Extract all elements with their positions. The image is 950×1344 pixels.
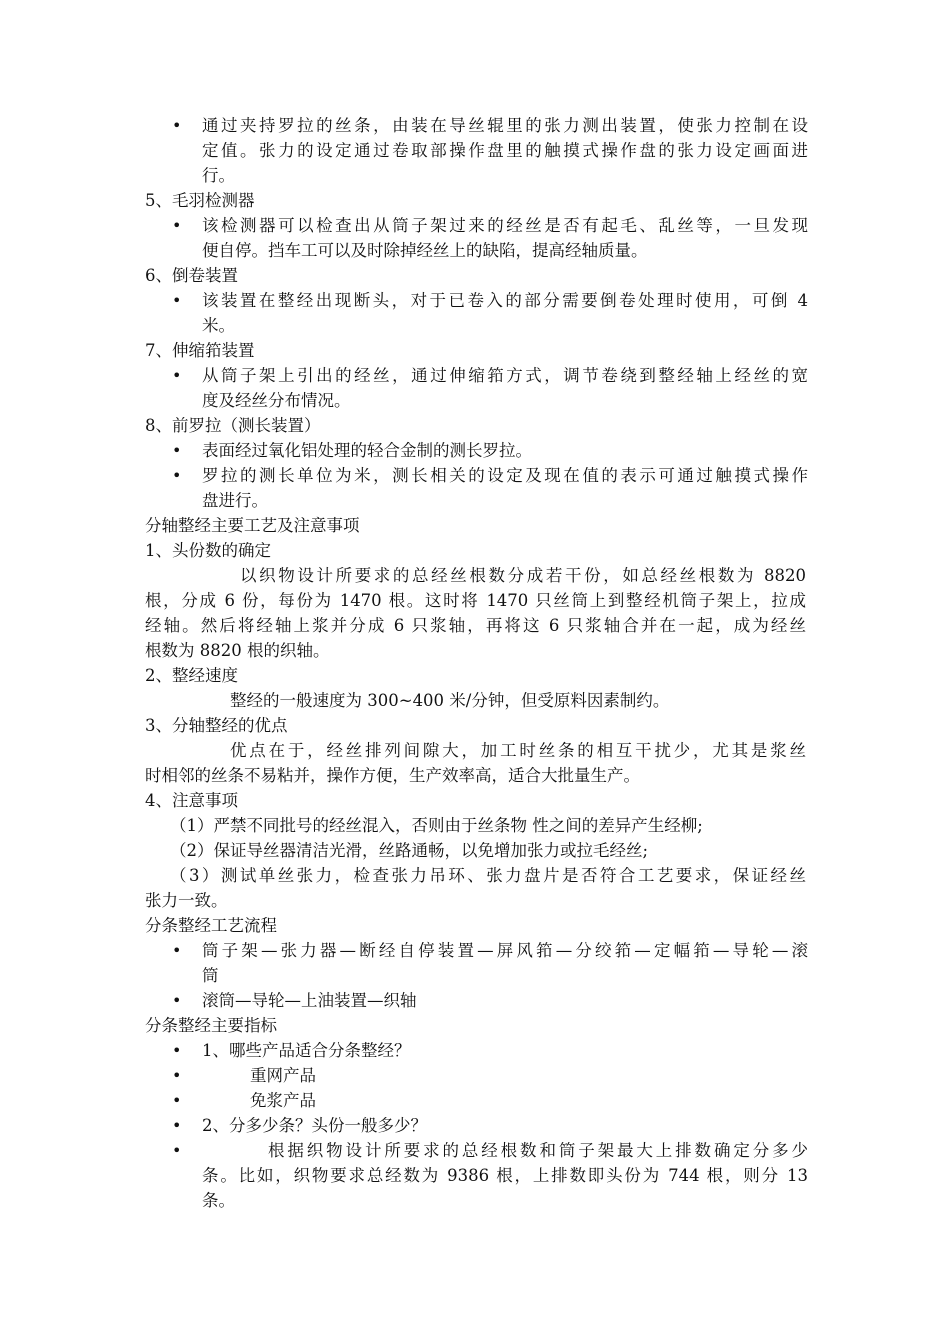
bullet-text-line: 1、哪些产品适合分条整经？	[202, 1041, 411, 1060]
section-heading: 分条整经主要指标	[145, 1016, 277, 1035]
bullet-marker: •	[172, 1141, 182, 1160]
bullet-text-line: 米。	[202, 316, 235, 335]
bullet-text-line: 筒	[202, 966, 219, 985]
paragraph-line: 以织物设计所要求的总经丝根数分成若干份，如总经丝根数为 8820	[240, 566, 806, 585]
bullet-marker: •	[172, 366, 182, 385]
section-heading: 3、分轴整经的优点	[145, 716, 288, 735]
paragraph-line: 时相邻的丝条不易粘并，操作方便，生产效率高，适合大批量生产。	[145, 766, 640, 785]
paragraph-line: 经轴。然后将经轴上浆并分成 6 只浆轴，再将这 6 只浆轴合并在一起，成为经丝	[145, 616, 806, 635]
bullet-marker: •	[172, 291, 182, 310]
bullet-marker: •	[172, 1091, 182, 1110]
section-heading: 5、毛羽检测器	[145, 191, 255, 210]
paragraph-line: （3）测试单丝张力，检查张力吊环、张力盘片是否符合工艺要求，保证经丝	[170, 866, 806, 885]
bullet-marker: •	[172, 441, 182, 460]
paragraph-line: 整经的一般速度为 300~400 米/分钟，但受原料因素制约。	[230, 691, 670, 710]
section-heading: 1、头份数的确定	[145, 541, 271, 560]
paragraph-line: 张力一致。	[145, 891, 228, 910]
bullet-marker: •	[172, 216, 182, 235]
bullet-text-line: 定值。张力的设定通过卷取部操作盘里的触摸式操作盘的张力设定画面进	[202, 141, 808, 160]
bullet-text-line: 条。比如，织物要求总经数为 9386 根，上排数即头份为 744 根，则分 13	[202, 1166, 808, 1185]
section-heading: 4、注意事项	[145, 791, 238, 810]
section-heading: 分轴整经主要工艺及注意事项	[145, 516, 360, 535]
bullet-text-line: 通过夹持罗拉的丝条，由装在导丝辊里的张力测出装置，使张力控制在设	[202, 116, 808, 135]
bullet-text-line: 免浆产品	[250, 1091, 316, 1110]
bullet-text-line: 2、分多少条？头份一般多少？	[202, 1116, 427, 1135]
bullet-marker: •	[172, 1041, 182, 1060]
paragraph-line: （2）保证导丝器清洁光滑，丝路通畅，以免增加张力或拉毛经丝;	[170, 841, 649, 860]
bullet-text-line: 度及经丝分布情况。	[202, 391, 351, 410]
section-heading: 6、倒卷装置	[145, 266, 238, 285]
bullet-text-line: 该检测器可以检查出从筒子架过来的经丝是否有起毛、乱丝等，一旦发现	[202, 216, 808, 235]
bullet-text-line: 从筒子架上引出的经丝，通过伸缩筘方式，调节卷绕到整经轴上经丝的宽	[202, 366, 808, 385]
bullet-text-line: 表面经过氧化铝处理的轻合金制的测长罗拉。	[202, 441, 532, 460]
section-heading: 7、伸缩筘装置	[145, 341, 255, 360]
bullet-text-line: 该装置在整经出现断头，对于已卷入的部分需要倒卷处理时使用，可倒 4	[202, 291, 808, 310]
section-heading: 分条整经工艺流程	[145, 916, 277, 935]
paragraph-line: 根，分成 6 份，每份为 1470 根。这时将 1470 只丝筒上到整经机筒子架上，拉成	[145, 591, 806, 610]
bullet-marker: •	[172, 116, 182, 135]
bullet-text-line: 条。	[202, 1191, 235, 1210]
bullet-marker: •	[172, 941, 182, 960]
bullet-text-line: 便自停。挡车工可以及时除掉经丝上的缺陷，提高经轴质量。	[202, 241, 648, 260]
bullet-text-line: 筒子架—张力器—断经自停装置—屏风筘—分绞筘—定幅筘—导轮—滚	[202, 941, 808, 960]
bullet-marker: •	[172, 466, 182, 485]
paragraph-line: 优点在于，经丝排列间隙大，加工时丝条的相互干扰少，尤其是浆丝	[230, 741, 806, 760]
bullet-text-line: 盘进行。	[202, 491, 268, 510]
bullet-text-line: 行。	[202, 166, 235, 185]
bullet-text-line: 重网产品	[250, 1066, 316, 1085]
bullet-text-line: 罗拉的测长单位为米，测长相关的设定及现在值的表示可通过触摸式操作	[202, 466, 808, 485]
paragraph-line: （1）严禁不同批号的经丝混入，否则由于丝条物 性之间的差异产生经柳;	[170, 816, 703, 835]
bullet-marker: •	[172, 991, 182, 1010]
section-heading: 8、前罗拉（测长装置）	[145, 416, 321, 435]
bullet-marker: •	[172, 1116, 182, 1135]
bullet-marker: •	[172, 1066, 182, 1085]
bullet-text-line: 根据织物设计所要求的总经根数和筒子架最大上排数确定分多少	[268, 1141, 808, 1160]
bullet-text-line: 滚筒—导轮—上油装置—织轴	[202, 991, 417, 1010]
paragraph-line: 根数为 8820 根的织轴。	[145, 641, 330, 660]
section-heading: 2、整经速度	[145, 666, 238, 685]
